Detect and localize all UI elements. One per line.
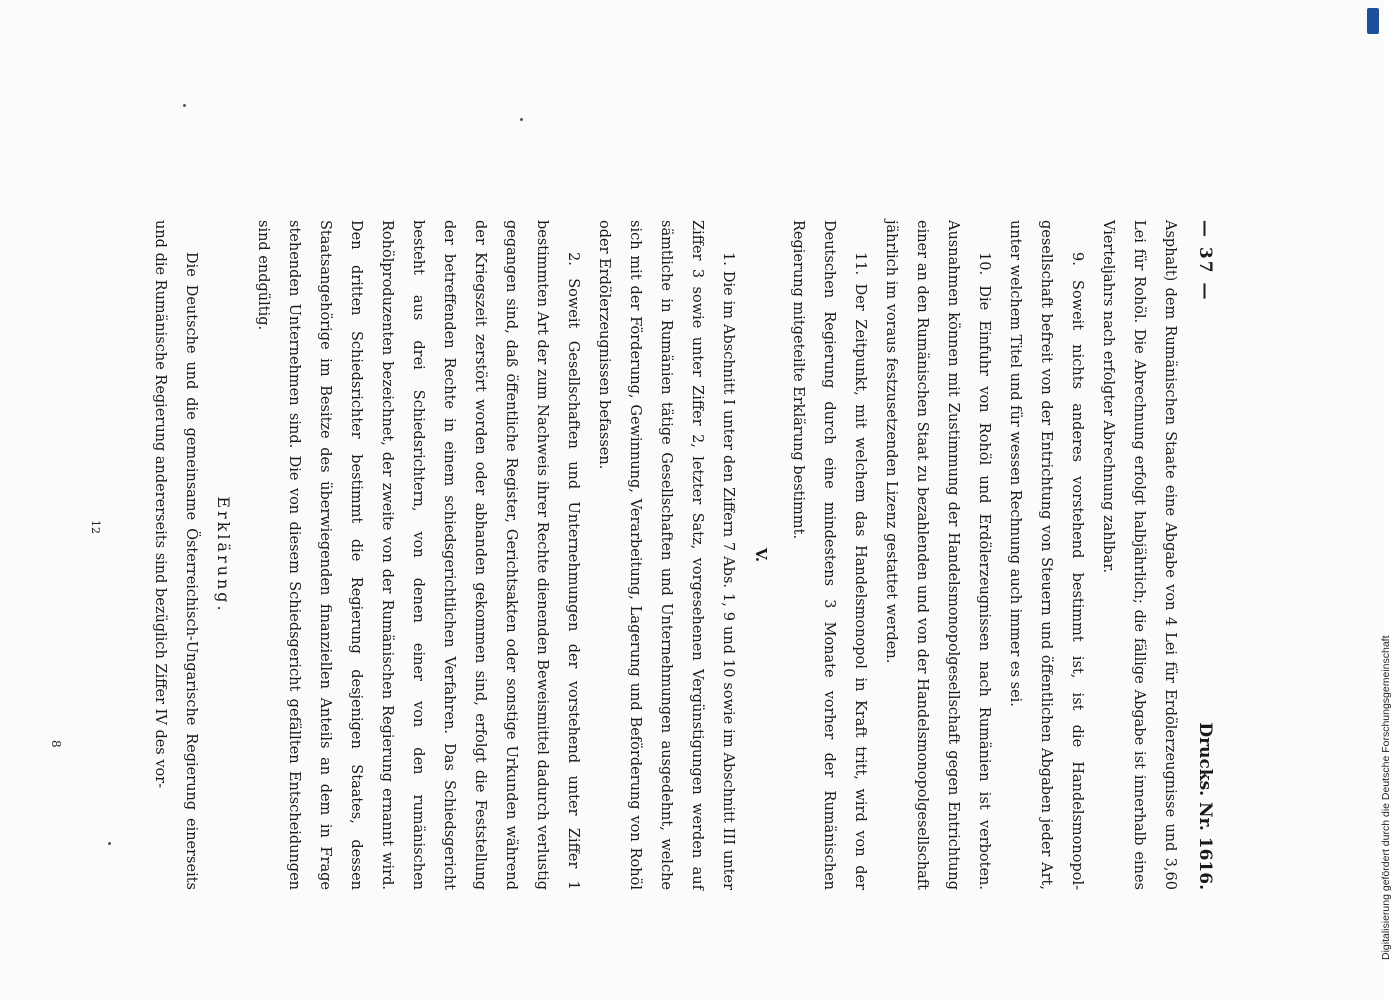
dfg-logo-text: DFG (1380, 12, 1389, 30)
page-number: — 37 — (1195, 220, 1215, 302)
paragraph-v-2: 2. Soweit Gesellschaften und Unternehmungen der vorstehend unter Ziffer 1 bestimmten Art der zum Nachweis ihrer Rechte dienenden Beweismittel dadurch verlustig gegangen sind, daß öffentliche Register, Gerichtsakten oder sonstige Urkunden während der Kriegszeit zerstört worden oder abhanden gekommen sind, erfolgt die Feststellung der betreffenden Rechte in einem schiedsgerichtlichen Verfahren. Das Schiedsgericht besteht aus drei Schiedsrichtern, von denen einer von den rumänischen Rohölproduzenten bezeichnet, der zweite von der Rumänischen Regierung ernannt wird. Den dritten Schiedsrichter bestimmt die Regierung desjenigen Staates, dessen Staatsangehörige im Besitze des überwiegenden finanziellen Anteils an dem in Frage stehenden Unternehmen sind. Die von diesem Schiedsgericht gefällten Entscheidungen sind endgültig. (255, 220, 581, 890)
signature-mark-12: 12 (89, 520, 102, 534)
signature-mark-8: 8 (49, 740, 63, 748)
document-page (49, 220, 1220, 890)
explanation-text: Die Deutsche und die gemeinsame Österreichisch-Ungarische Regierung einerseits und die Rumänische Regierung andererseits sind bezüglich Ziffer IV des vor- (152, 220, 199, 890)
paragraph-asphalt: Asphalt) dem Rumänischen Staate eine Abgabe von 4 Lei für Erdölerzeugnisse und 3,60 Lei für Rohöl. Die Abrechnung erfolgt halbjährlich; die fällige Abgabe ist innerhalb eines Vierteljahrs nach erfolgter Abrechnung zahlbar. (1100, 220, 1178, 890)
section-heading-v: V. (752, 547, 770, 563)
scan-speck (520, 118, 523, 121)
paragraph-10: 10. Die Einfuhr von Rohöl und Erdölerzeugnissen nach Rumänien ist verboten. Ausnahmen können mit Zustimmung der Handelsmonopolgesellschaft gegen Entrichtung einer an den Rumänischen Staat zu bezahlenden und von der Handelsmonopolgesellschaft jährlich im voraus festzusetzenden Lizenz gestattet werden. (883, 220, 992, 890)
scan-speck (183, 104, 186, 107)
print-reference: Drucks. Nr. 1616. (1195, 722, 1215, 890)
page-header (1189, 220, 1220, 890)
explanation-heading: Erklärung. (214, 496, 233, 614)
scan-speck (108, 842, 111, 845)
paragraph-9: 9. Soweit nichts anderes vorstehend bestimmt ist, ist die Handelsmonopol-gesellschaft befreit von der Entrichtung von Steuern und öffentlichen Abgaben jeder Art, unter welchem Titel und für wessen Rechnung auch immer es sei. (1007, 220, 1085, 890)
funding-note-text: Digitalisierung gefördert durch die Deutsche Forschungsgemeinschaft (1380, 635, 1392, 960)
paragraph-11: 11. Der Zeitpunkt, mit welchem das Handelsmonopol in Kraft tritt, wird von der Deutschen Regierung durch eine mindestens 3 Monate vorher der Rumänischen Regierung mitgeteilte Erklärung bestimmt. (790, 220, 868, 890)
paragraph-v-1: 1. Die im Abschnitt I unter den Ziffern 7 Abs. 1, 9 und 10 sowie im Abschnitt III unter Ziffer 3 sowie unter Ziffer 2, letzter Satz, vorgesehenen Vergünstigungen werden auf sämtliche in Rumänien tätige Gesellschaften und Unternehmungen ausgedehnt, welche sich mit der Förderung, Gewinnung, Verarbeitung, Lagerung und Beförderung von Rohöl oder Erdölerzeugnissen befassen. (596, 220, 736, 890)
